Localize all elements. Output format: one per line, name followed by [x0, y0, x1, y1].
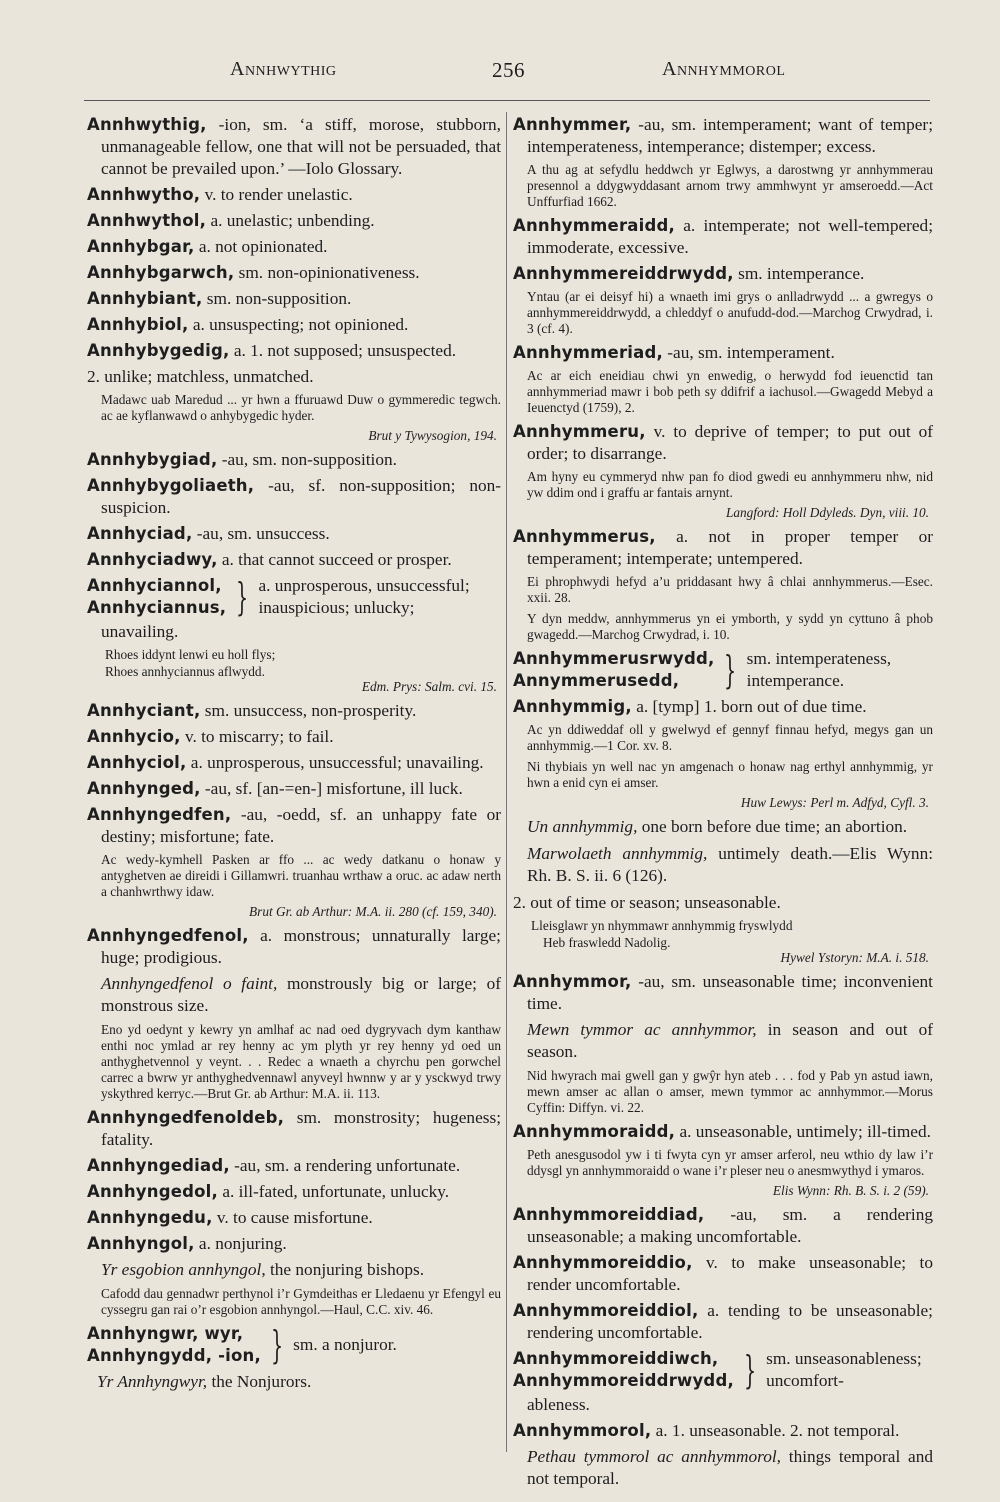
headword: Annymmerusedd, [513, 671, 680, 690]
entry [87, 210, 501, 232]
headword: Annhyciol, [87, 753, 187, 772]
headword: Annhymmer, [513, 115, 632, 134]
phrase-english: things temporal and not temporal. [527, 1447, 933, 1488]
entry [87, 262, 501, 284]
entry [87, 114, 501, 180]
headword: Annhyngedfenol, [87, 926, 249, 945]
headword: Annhybygoliaeth, [87, 476, 255, 495]
headword: Annhymmereiddrwydd, [513, 264, 734, 283]
headword: Annhymmoreiddio, [513, 1253, 693, 1272]
headword: Annhymmeraidd, [513, 216, 675, 235]
definition: a. unprosperous, unsuccessful; unavailing. [190, 753, 484, 772]
headword: Annhymmoreiddiwch, [513, 1349, 719, 1368]
headword: Annhyngol, [87, 1234, 195, 1253]
entry [87, 1207, 501, 1229]
entry [87, 236, 501, 258]
phrase [101, 973, 501, 1017]
sense: 2. out of time or season; unseasonable. [513, 893, 781, 912]
definition: a. 1. unseasonable. 2. not temporal. [655, 1421, 900, 1440]
entry [87, 288, 501, 310]
headword: Annhybiol, [87, 315, 189, 334]
entry [87, 523, 501, 545]
entry [87, 778, 501, 800]
definition: a. monstrous; unnaturally large; huge; prodigious. [101, 926, 501, 967]
headword: Annhwytho, [87, 185, 201, 204]
right-column [513, 114, 933, 1495]
column-divider [506, 112, 507, 1452]
phrase-welsh: Un annhymmig, [527, 817, 638, 836]
entry [87, 1155, 501, 1177]
definition: -au, sm. unseasonable time; inconvenient time. [527, 972, 933, 1013]
definition: a. ill-fated, unfortunate, unlucky. [222, 1182, 450, 1201]
phrase [527, 816, 933, 838]
headword: Annhyciad, [87, 524, 193, 543]
citation-source: Brut Gr. ab Arthur: M.A. ii. 280 (cf. 159, 340). [249, 904, 497, 919]
entry [513, 114, 933, 158]
entry [513, 971, 933, 1015]
headword: Annhymmor, [513, 972, 632, 991]
citation: Y dyn meddw, annhymmerus yn ei ymborth, y sydd yn cyttuno â phob gwagedd.—Marchog Crwydrad, i. 10. [527, 611, 933, 642]
headword: Annhymmoreiddiol, [513, 1301, 699, 1320]
headword: Annhyngedfen, [87, 805, 232, 824]
entry [513, 215, 933, 259]
entry [87, 925, 501, 969]
citation: Madawc uab Maredud ... yr hwn a ffuruawd Duw o gymmeredic tegwch. ac ae kyflanwawd o anhybygedic hyder. [101, 392, 501, 423]
definition: a. unprosperous, unsuccessful; inauspicious; unlucky; [258, 576, 470, 617]
definition: -au, sm. a rendering unseasonable; a making uncomfortable. [527, 1205, 933, 1246]
page-number: 256 [492, 58, 525, 82]
headword-pair [87, 1323, 261, 1367]
headword: Annhyngwr, wyr, [87, 1324, 244, 1343]
headword: Annhybgarwch, [87, 263, 235, 282]
citation: Ei phrophwydi hefyd a’u priddasant hwy â chlai annhymmerus.—Esec. xxii. 28. [527, 574, 933, 605]
headword: Annhwythol, [87, 211, 207, 230]
phrase [97, 1371, 501, 1393]
definition: -au, sf. [an-=en-] misfortune, ill luck. [204, 779, 463, 798]
definition: sm. non-supposition. [206, 289, 352, 308]
phrase [527, 1019, 933, 1063]
definition: sm. a nonjuror. [293, 1335, 397, 1354]
entry [513, 1204, 933, 1248]
header-rule [84, 100, 930, 101]
definition: -au, sm. intemperament; want of temper; intemperateness, intemperance; distemper; excess. [527, 115, 933, 156]
sense: 2. unlike; matchless, unmatched. [87, 367, 314, 386]
definition: a. [tymp] 1. born out of due time. [636, 697, 867, 716]
phrase-english: the nonjuring bishops. [269, 1260, 425, 1279]
citation: Am hyny eu cymmeryd nhw pan fo diod gwedi eu annhymmeru nhw, nid yw ddim ond i graffu ar fantais arnynt. [527, 469, 933, 500]
citation: Ni thybiais yn well nac yn amgenach o honaw nag erthyl annhymmig, yr hwn a enid cyn ei amser. [527, 759, 933, 790]
headword: Annhynged, [87, 779, 201, 798]
citation-source: Elis Wynn: Rh. B. S. i. 2 (59). [772, 1183, 929, 1198]
entry [513, 1121, 933, 1143]
definition: v. to cause misfortune. [216, 1208, 373, 1227]
definition: v. to miscarry; to fail. [184, 727, 334, 746]
phrase-welsh: Pethau tymmorol ac annhymmorol, [527, 1447, 781, 1466]
definition: a. unelastic; unbending. [210, 211, 375, 230]
entry [513, 1252, 933, 1296]
definition: a. nonjuring. [198, 1234, 287, 1253]
entry-pair [87, 575, 501, 619]
definition: -au, sf. non-supposition; non-suspicion. [101, 476, 501, 517]
phrase [527, 843, 933, 887]
citation-source: Langford: Holl Ddyleds. Dyn, viii. 10. [725, 505, 929, 520]
headword: Annhyngediad, [87, 1156, 230, 1175]
brace: } [236, 575, 249, 619]
citation-source: Edm. Prys: Salm. cvi. 15. [361, 679, 497, 694]
entry-pair [87, 1323, 501, 1367]
citation: Nid hwyrach mai gwell gan y gwŷr hyn ateb . . . fod y Pab yn astud iawn, mewn amser ac allan o amser, mewn tymmor ac annhymmor.—Morus Cyffin: Diffyn. vi. 22. [527, 1068, 933, 1115]
citation: Cafodd dau gennadwr perthynol i’r Gymdeithas er Lledaenu yr Efengyl eu cyssegru gan rai o’r esgobion annhyngol.—Haul, C.C. xiv. 46. [101, 1286, 501, 1317]
definition: a. that cannot succeed or prosper. [221, 550, 452, 569]
definition: sm. monstrosity; hugeness; fatality. [101, 1108, 501, 1149]
phrase-english: one born before due time; an abortion. [641, 817, 908, 836]
headword: Annhyngedol, [87, 1182, 218, 1201]
entry [513, 526, 933, 570]
definition: v. to render unelastic. [204, 185, 353, 204]
definition: a. not in proper temper or temperament; intemperate; untempered. [527, 527, 934, 568]
definition: a. unsuspecting; not opinioned. [192, 315, 409, 334]
headword: Annhymmorol, [513, 1421, 652, 1440]
definition: sm. intemperateness, intemperance. [746, 649, 892, 690]
headword: Annhymmeru, [513, 422, 646, 441]
headword: Annhyciannus, [87, 598, 227, 617]
citation-source: Hywel Ystoryn: M.A. i. 518. [780, 950, 929, 965]
header-first-word: Annhwythig [230, 58, 337, 80]
citation: Ac ar eich eneidiau chwi yn enwedig, o herwydd fod ieuenctid tan annhymmeriad mawr i bob peth sy ddifrif a iachusol.—Gwagedd Mebyd a Ieuenctyd (1759), 2. [527, 368, 933, 415]
brace: } [743, 1348, 757, 1392]
entry [87, 340, 501, 362]
headword: Annhybgar, [87, 237, 195, 256]
headword: Annhyngedfenoldeb, [87, 1108, 285, 1127]
phrase [101, 1259, 501, 1281]
definition: -au, -oedd, sf. an unhappy fate or destiny; misfortune; fate. [101, 805, 501, 846]
citation: Yntau (ar ei deisyf hi) a wnaeth imi grys o anlladrwydd ... a gwregys o annhymmereiddrwydd, a chleddyf o anufudd-dod.—Marchog Crwydrad, i. 3 (cf. 4). [527, 289, 933, 336]
definition: -ion, sm. ‘a stiff, morose, stubborn, unmanageable fellow, one that will not be persuaded, that cannot be prevailed upon.’ —Iolo Glossary. [101, 115, 502, 178]
header-last-word: Annhymmorol [662, 58, 786, 80]
definition: -au, sm. a rendering unfortunate. [234, 1156, 461, 1175]
entry [513, 1420, 933, 1442]
headword: Annhybiant, [87, 289, 203, 308]
phrase-welsh: Annhyngedfenol o faint, [101, 974, 278, 993]
entry [87, 314, 501, 336]
brace: } [271, 1323, 284, 1367]
entry [87, 184, 501, 206]
phrase-english: in season and out of season. [527, 1020, 933, 1061]
headword: Annhymmeriad, [513, 343, 663, 362]
entry [513, 421, 933, 465]
entry [513, 1300, 933, 1344]
phrase-english: monstrously big or large; of monstrous size. [101, 974, 501, 1015]
entry [513, 263, 933, 285]
headword: Annhymmoreiddiad, [513, 1205, 705, 1224]
entry-pair [513, 1348, 933, 1392]
citation: Ac wedy-kymhell Pasken ar ffo ... ac wedy datkanu o honaw y antyghetven ae direidi i Gillamwri. truanhau wrthaw a oruc. ac adaw nerth a chanhwrthwy idaw. [101, 852, 501, 899]
definition: -au, sm. intemperament. [667, 343, 835, 362]
entry [513, 696, 933, 718]
definition: sm. unsuccess, non-prosperity. [204, 701, 417, 720]
definition-continued: unavailing. [101, 622, 179, 641]
entry [87, 700, 501, 722]
headword: Annhwythig, [87, 115, 207, 134]
headword: Annhyciannol, [87, 576, 222, 595]
entry [87, 752, 501, 774]
definition: v. to deprive of temper; to put out of order; to disarrange. [527, 422, 933, 463]
entry [87, 1233, 501, 1255]
entry [87, 549, 501, 571]
definition-continued: ableness. [527, 1395, 590, 1414]
definition: a. not opinionated. [198, 237, 328, 256]
headword-pair [87, 575, 226, 619]
phrase-welsh: Yr Annhyngwyr, [97, 1372, 208, 1391]
definition: -au, sm. non-supposition. [221, 450, 397, 469]
phrase-welsh: Marwolaeth annhymmig, [527, 844, 708, 863]
verse-line: Lleisglawr yn nhymmawr annhymmig fryswlydd [531, 918, 793, 933]
definition: sm. non-opinionativeness. [238, 263, 420, 282]
definition: a. unseasonable, untimely; ill-timed. [679, 1122, 931, 1141]
entry [87, 475, 501, 519]
left-column [87, 114, 501, 1398]
phrase-english: untimely death.—Elis Wynn: Rh. B. S. ii. 6 (126). [527, 844, 934, 885]
headword: Annhybygiad, [87, 450, 218, 469]
headword: Annhyngedu, [87, 1208, 213, 1227]
phrase-welsh: Mewn tymmor ac annhymmor, [527, 1020, 757, 1039]
headword: Annhymmerusrwydd, [513, 649, 715, 668]
headword: Annhymmoreiddrwydd, [513, 1371, 734, 1390]
verse-line: Rhoes iddynt lenwi eu holl flys; [105, 647, 276, 662]
headword-pair [513, 1348, 734, 1392]
headword: Annhymmoraidd, [513, 1122, 676, 1141]
definition: sm. intemperance. [738, 264, 865, 283]
definition: -au, sm. unsuccess. [196, 524, 330, 543]
entry [87, 726, 501, 748]
definition: a. 1. not supposed; unsuspected. [233, 341, 457, 360]
citation: Eno yd oedynt y kewry yn amlhaf ac nad oed dygryvach dym kanthaw enthi noc ymlad ar rey henny ac ym plyth yr rey henny yd oed un anthyghetvennol y veynt. . . Redec a wnaeth a chyrchu pen gorwchel carrec a bwrw yr anthyghedvennawl anyveyl hwnnw y ar y ysckwyd trwy yskythred kerryc.—Brut Gr. ab Arthur: M.A. ii. 113. [101, 1022, 501, 1101]
citation: A thu ag at sefydlu heddwch yr Eglwys, a darostwng yr annhymmerau presennol a ddygwyddasant arnom trwy ammhwynt yr amseroedd.—Act Unffurfiad 1662. [527, 162, 933, 209]
running-header [84, 58, 930, 90]
phrase-english: the Nonjurors. [211, 1372, 312, 1391]
definition: v. to make unseasonable; to render uncomfortable. [527, 1253, 933, 1294]
citation-source: Huw Lewys: Perl m. Adfyd, Cyfl. 3. [740, 795, 929, 810]
citation-source: Brut y Tywysogion, 194. [368, 428, 497, 443]
headword: Annhyciant, [87, 701, 201, 720]
definition: a. intemperate; not well-tempered; immoderate, excessive. [527, 216, 933, 257]
headword: Annhyngydd, -ion, [87, 1346, 261, 1365]
citation: Peth anesgusodol yw i ti fwyta cyn yr amser arferol, neu wthio dy law i’r ddysgl yn annhymmoraidd o wane i’r pleser neu o anesmwythyd i ymaros. [527, 1147, 933, 1178]
citation: Ac yn ddiweddaf oll y gwelwyd ef gennyf finnau hefyd, megys gan un annhymmig.—1 Cor. xv. 8. [527, 722, 933, 753]
phrase [527, 1446, 933, 1490]
verse-line: Rhoes annhyciannus aflwydd. [105, 664, 265, 679]
headword: Annhymmig, [513, 697, 632, 716]
entry [87, 1107, 501, 1151]
headword: Annhymmerus, [513, 527, 656, 546]
verse-line: Heb fraswledd Nadolig. [543, 935, 671, 950]
entry [513, 342, 933, 364]
phrase-welsh: Yr esgobion annhyngol, [101, 1260, 266, 1279]
definition: sm. unseasonableness; uncomfort- [766, 1349, 922, 1390]
brace: } [724, 648, 737, 692]
entry [87, 449, 501, 471]
headword: Annhycio, [87, 727, 181, 746]
headword-pair [513, 648, 714, 692]
entry [87, 1181, 501, 1203]
headword: Annhybygedig, [87, 341, 230, 360]
entry [87, 804, 501, 848]
definition: a. tending to be unseasonable; rendering uncomfortable. [527, 1301, 933, 1342]
entry-pair [513, 648, 933, 692]
headword: Annhyciadwy, [87, 550, 218, 569]
